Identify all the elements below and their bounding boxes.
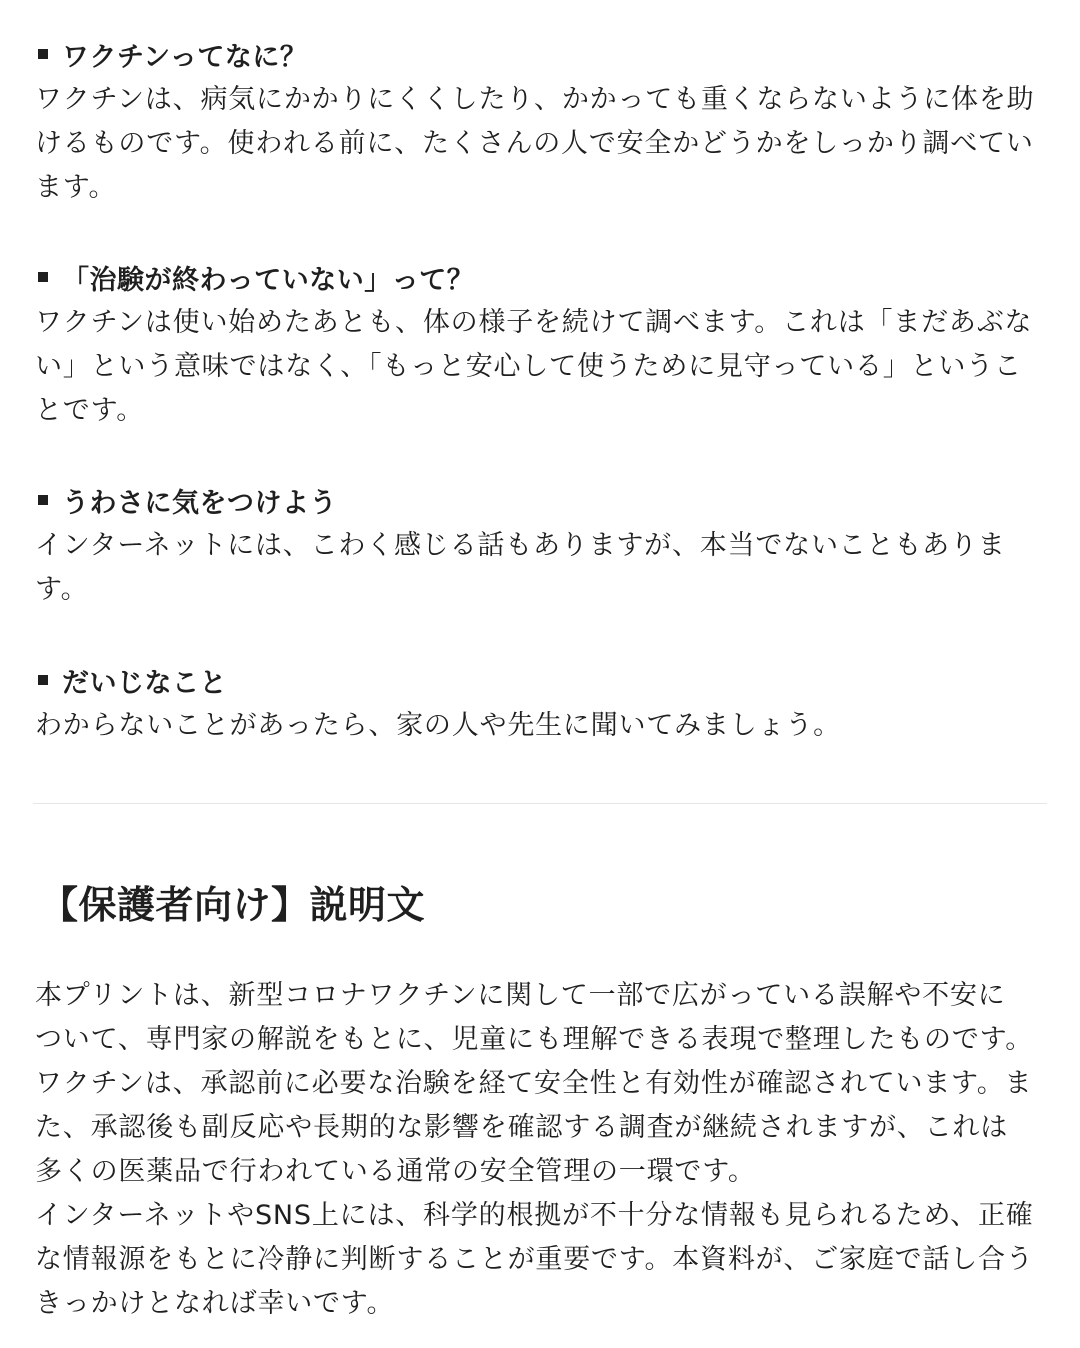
section-heading-text: うわさに気をつけよう	[62, 487, 337, 519]
section-heading-text: 「治験が終わっていない」って？	[62, 264, 475, 296]
body-line: とです。	[35, 395, 145, 426]
body-line: ワクチンは、承認前に必要な治験を経て安全性と有効性が確認されています。ま	[35, 1068, 1033, 1099]
body-line: きっかけとなれば幸いです。	[35, 1288, 395, 1319]
body-line: ワクチンは、病気にかかりにくくしたり、かかっても重くならないように体を助	[35, 84, 1035, 115]
section-divider	[33, 803, 1047, 804]
section-heading	[35, 656, 1046, 704]
body-line: す。	[35, 574, 89, 605]
section-heading	[35, 30, 1046, 78]
section-rumors	[35, 476, 1046, 612]
parent-section-title: 【保護者向け】説明文	[40, 883, 426, 927]
section-what-is-vaccine	[35, 30, 1046, 210]
section-heading-text: ワクチンってなに？	[62, 41, 308, 73]
section-heading	[35, 476, 1046, 524]
body-line: ついて、専門家の解説をもとに、児童にも理解できる表現で整理したものです。	[35, 1024, 1034, 1055]
body-line: ます。	[35, 172, 117, 203]
section-heading-text: だいじなこと	[62, 667, 227, 699]
section-body	[35, 524, 1046, 612]
square-bullet-icon	[38, 675, 48, 685]
square-bullet-icon	[38, 272, 48, 282]
square-bullet-icon	[38, 49, 48, 59]
section-body	[35, 704, 1046, 748]
body-line: インターネットには、こわく感じる話もありますが、本当でないこともありま	[35, 530, 1006, 561]
body-line: わからないことがあったら、家の人や先生に聞いてみましょう。	[35, 710, 841, 741]
body-line: けるものです。使われる前に、たくさんの人で安全かどうかをしっかり調べてい	[35, 128, 1034, 159]
body-line: 多くの医薬品で行われている通常の安全管理の一環です。	[35, 1156, 756, 1187]
body-line: インターネットやSNS上には、科学的根拠が不十分な情報も見られるため、正確	[35, 1200, 1034, 1231]
section-heading	[35, 253, 1046, 301]
section-body	[35, 78, 1046, 210]
body-line: た、承認後も副反応や長期的な影響を確認する調査が継続されますが、これは	[35, 1112, 1008, 1143]
body-line: い」という意味ではなく、「もっと安心して使うために見守っている」というこ	[35, 351, 1022, 382]
section-important	[35, 656, 1046, 748]
square-bullet-icon	[38, 495, 48, 505]
body-line: な情報源をもとに冷静に判断することが重要です。本資料が、ご家庭で話し合う	[35, 1244, 1034, 1275]
body-line: ワクチンは使い始めたあとも、体の様子を続けて調べます。これは「まだあぶな	[35, 307, 1033, 338]
parent-section-body	[35, 974, 1050, 1326]
body-line: 本プリントは、新型コロナワクチンに関して一部で広がっている誤解や不安に	[35, 980, 1006, 1011]
section-clinical-trial	[35, 253, 1046, 433]
section-body	[35, 301, 1046, 433]
